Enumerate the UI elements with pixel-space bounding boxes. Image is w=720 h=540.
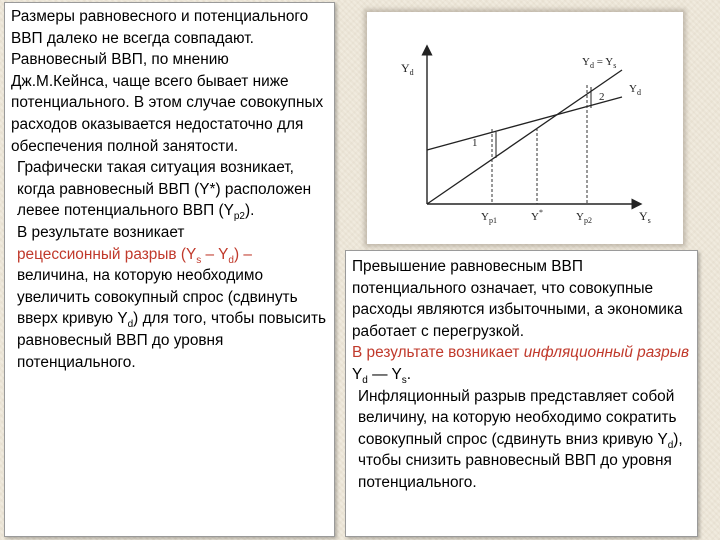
x-axis-label: $Y_s$ — [639, 209, 651, 225]
right-paragraph-3: Инфляционный разрыв представляет собой величину, на которую необходимо сократить совокупный спрос (сдвинуть вниз кривую $Y_d$), чтобы снизить равновесный ВВП до уровня потенциального. — [358, 387, 683, 491]
right-text-box — [345, 250, 698, 537]
x-tick-ystar: Y* — [531, 208, 543, 223]
keynesian-cross-diagram — [367, 12, 683, 244]
y-axis-label: $Y_d$ — [401, 61, 414, 77]
line-45-label: $Y_d = Y_s$ — [582, 56, 617, 70]
left-text-box — [4, 2, 335, 537]
gap-2-label: 2 — [599, 91, 605, 103]
gap-1-label: 1 — [472, 137, 478, 149]
right-paragraph-1: Превышение равновесным ВВП потенциального означает, что совокупные расходы являются избыточными, а экономика работает с перегрузкой. — [352, 258, 683, 340]
left-paragraph-2: Графически такая ситуация возникает, когда равновесный ВВП (Y*) расположен левее потенциального ВВП $(Y_{р2})$. — [17, 159, 312, 223]
left-paragraph-3: В результате возникает рецессионный разрыв $(Y_s - Y_d)$ – величина, на которую необходимо увеличить совокупный спрос (сдвинуть вверх кривую $Y_d$) для того, чтобы повысить равновесный ВВП до уровня потенциального. — [17, 223, 327, 371]
right-paragraph-2: В результате возникает инфляционный разрыв $Y_d$ — $Y_s$. — [352, 344, 690, 387]
left-paragraph-1: Размеры равновесного и потенциального ВВП далеко не всегда совпадают. Равновесный ВВП, по мнению Дж.М.Кейнса, чаще всего бывает ниже потенциального. В этом случае совокупных расходов оказывается недостаточно для обеспечения полной занятости. — [11, 8, 324, 155]
aggregate-demand-line — [427, 97, 622, 150]
x-tick-yp1: $Y_{p1}$ — [481, 211, 497, 225]
x-tick-yp2: $Y_{p2}$ — [576, 211, 592, 225]
line-45-degree — [427, 70, 622, 204]
aggregate-demand-label: $Y_d$ — [629, 83, 641, 97]
